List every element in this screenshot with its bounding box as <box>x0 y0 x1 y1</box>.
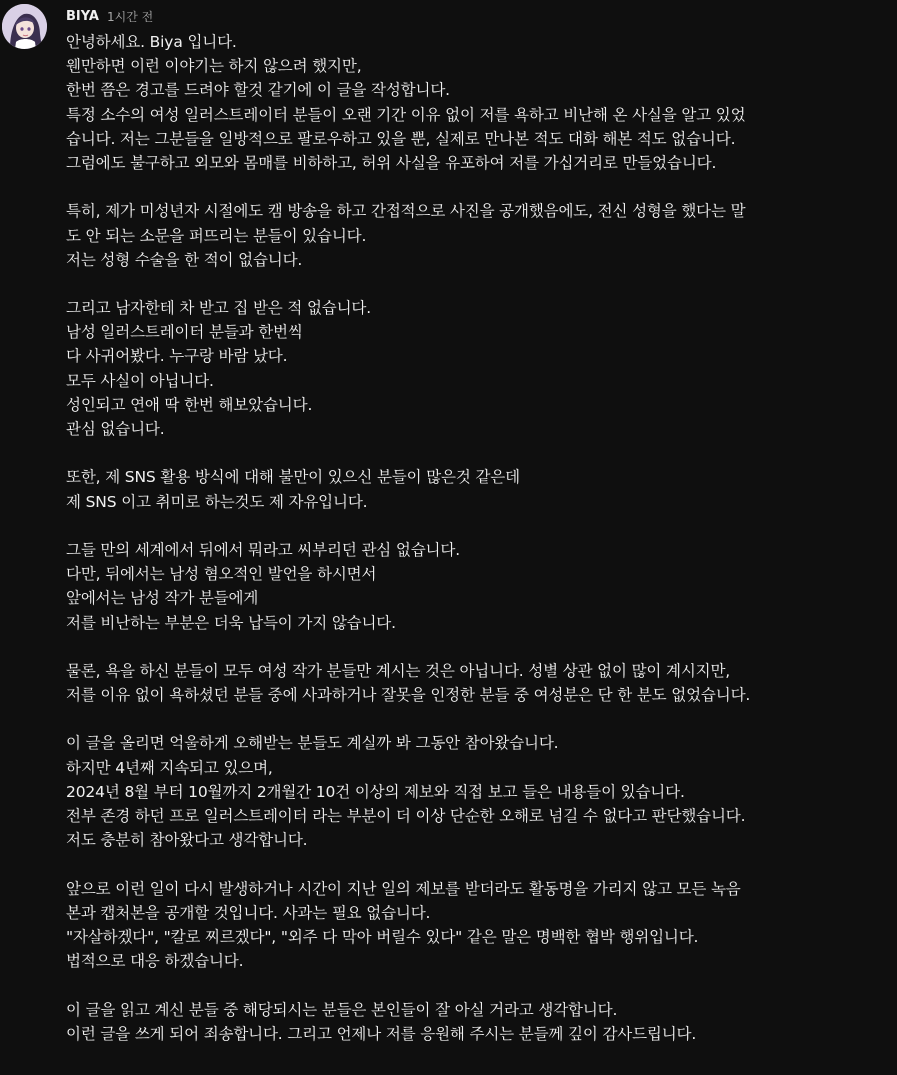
comment-text-line: 다만, 뒤에서는 남성 혐오적인 발언을 하시면서 <box>66 565 377 584</box>
comment-text-line: 관심 없습니다. <box>66 420 165 438</box>
comment-text-line: 성인되고 연애 딱 한번 해보았습니다. <box>66 395 313 414</box>
comment-text-line: 특정 소수의 여성 일러스트레이터 분들이 오랜 기간 이유 없이 저를 욕하고 비난해 온 사실을 알고 있었 <box>66 105 746 124</box>
comment-text-line <box>66 441 886 465</box>
comment-text-line <box>66 852 886 876</box>
comment-text-line: 앞으로 이런 일이 다시 발생하거나 시간이 지난 일의 제보를 받더라도 활동명을 가리지 않고 모든 녹음 <box>66 879 741 898</box>
comment-text-line: 제 SNS 이고 취미로 하는것도 제 자유입니다. <box>66 492 368 511</box>
comment-text-line: 법적으로 대응 하겠습니다. <box>66 952 244 971</box>
comment-text-line: 앞에서는 남성 작가 분들에게 <box>66 589 259 608</box>
comment-text-line: 전부 존경 하던 프로 일러스트레이터 라는 부분이 더 이상 단순한 오해로 넘길 수 없다고 판단했습니다. <box>66 807 746 825</box>
comment-text-line: 본과 캡처본을 공개할 것입니다. 사과는 필요 없습니다. <box>66 903 431 922</box>
comment-text-line: 이런 글을 쓰게 되어 죄송합니다. 그리고 언제나 저를 응원해 주시는 분들께 깊이 감사드립니다. <box>66 1024 697 1043</box>
comment-text-line: 그럼에도 불구하고 외모와 몸매를 비하하고, 허위 사실을 유포하여 저를 가십거리로 만들었습니다. <box>66 153 717 172</box>
author-name[interactable]: BIYA <box>66 8 99 24</box>
comment-text-line: 다 사귀어봤다. 누구랑 바람 났다. <box>66 347 288 366</box>
comment-text-line: 저를 이유 없이 욕하셨던 분들 중에 사과하거나 잘못을 인정한 분들 중 여성분은 단 한 분도 없었습니다. <box>66 686 751 705</box>
comment-text-line <box>66 272 886 296</box>
comment-text-line: 도 안 되는 소문을 퍼뜨리는 분들이 있습니다. <box>66 226 367 245</box>
comment-text-line: 특히, 제가 미성년자 시절에도 캠 방송을 하고 간접적으로 사진을 공개했음에도, 전신 성형을 했다는 말 <box>66 202 746 221</box>
comment-text-line: 이 글을 올리면 억울하게 오해받는 분들도 계실까 봐 그동안 참아왔습니다. <box>66 734 559 753</box>
comment-text-line: 이 글을 읽고 계신 분들 중 해당되시는 분들은 본인들이 잘 아실 거라고 생각합니다. <box>66 1000 618 1019</box>
avatar[interactable] <box>2 4 47 49</box>
comment-body <box>66 30 886 1046</box>
comment-text-line: 웬만하면 이런 이야기는 하지 않으려 했지만, <box>66 57 362 76</box>
comment-text-line <box>66 707 886 731</box>
avatar-anime-girl-icon <box>2 4 47 49</box>
comment-text-line: 하지만 4년째 지속되고 있으며, <box>66 758 273 777</box>
comment-text-line <box>66 635 886 659</box>
comment-text-line: 그리고 남자한테 차 받고 집 받은 적 없습니다. <box>66 299 372 318</box>
comment-text-line: 또한, 제 SNS 활용 방식에 대해 불만이 있으신 분들이 많은것 같은데 <box>66 468 520 487</box>
timestamp[interactable]: 1시간 전 <box>106 9 154 24</box>
comment-text-line: "자살하겠다", "칼로 찌르겠다", "외주 다 막아 버릴수 있다" 같은 말은 명백한 협박 행위입니다. <box>66 927 699 946</box>
comment-header <box>66 6 153 26</box>
comment-text-line: 모두 사실이 아닙니다. <box>66 371 214 390</box>
comment-text-line: 저도 충분히 참아왔다고 생각합니다. <box>66 831 308 850</box>
comment-text-line: 2024년 8월 부터 10월까지 2개월간 10건 이상의 제보와 직접 보고 들은 내용들이 있습니다. <box>66 782 685 801</box>
comment-text-line: 습니다. 저는 그분들을 일방적으로 팔로우하고 있을 뿐, 실제로 만나본 적도 대화 해본 적도 없습니다. <box>66 129 736 148</box>
comment-text-line <box>66 514 886 538</box>
comment-text-line <box>66 175 886 199</box>
comment-text-line: 저는 성형 수술을 한 적이 없습니다. <box>66 250 303 269</box>
comment-text-line: 한번 쯤은 경고를 드려야 할것 같기에 이 글을 작성합니다. <box>66 81 450 100</box>
comment-text-line: 안녕하세요. Biya 입니다. <box>66 33 237 51</box>
comment-text-line: 물론, 욕을 하신 분들이 모두 여성 작가 분들만 계시는 것은 아닙니다. 성별 상관 없이 많이 계시지만, <box>66 661 731 680</box>
comment-text-line <box>66 973 886 997</box>
comment-text-line: 저를 비난하는 부분은 더욱 납득이 가지 않습니다. <box>66 613 396 632</box>
comment-text-line: 그들 만의 세계에서 뒤에서 뭐라고 씨부리던 관심 없습니다. <box>66 540 460 559</box>
comment-text-line: 남성 일러스트레이터 분들과 한번씩 <box>66 323 303 342</box>
